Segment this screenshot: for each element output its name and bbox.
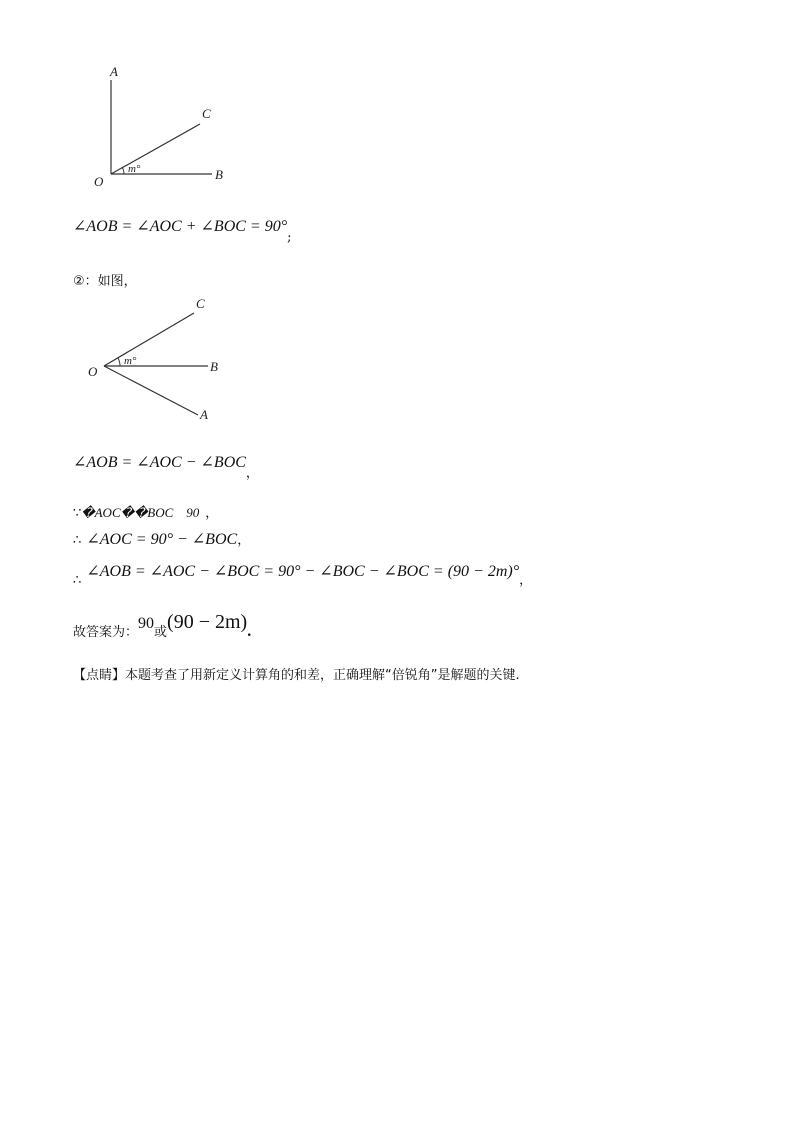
angle-arc xyxy=(118,358,120,366)
ray-OA xyxy=(104,366,198,415)
equation-text: ∠AOB = ∠AOC + ∠BOC = 90° xyxy=(73,218,288,235)
punctuation: ; xyxy=(287,230,292,245)
equation-text: �AOC��BOC 90 xyxy=(81,505,200,520)
label-O: O xyxy=(94,174,104,189)
case-2-heading: ②：如图， xyxy=(73,274,137,289)
ray-OC xyxy=(111,124,200,174)
therefore-symbol: ∴ xyxy=(73,573,82,588)
angle-label: m° xyxy=(128,163,141,175)
equation-line-6 xyxy=(73,561,533,588)
equation-line-1 xyxy=(73,216,292,245)
label-O: O xyxy=(88,364,98,379)
label-C: C xyxy=(202,106,211,121)
equation-text: ∠AOC = 90° − ∠BOC xyxy=(86,531,238,548)
label-C: C xyxy=(196,296,205,311)
label-A: A xyxy=(200,407,208,422)
label-A: A xyxy=(110,64,118,79)
answer-value-1: 90 xyxy=(138,615,155,632)
therefore-symbol: ∴ xyxy=(73,533,82,548)
punctuation: ， xyxy=(205,506,219,521)
comment-note: 【点睛】本题考查了用新定义计算角的和差，正确理解“倍锐角”是解题的关键. xyxy=(73,668,520,683)
figure-2-angle-diagram xyxy=(84,292,244,427)
angle-arc xyxy=(122,167,124,174)
punctuation: ， xyxy=(519,573,533,588)
label-B: B xyxy=(215,167,223,182)
answer-prefix: 故答案为： xyxy=(73,625,139,640)
equation-line-4 xyxy=(73,502,218,521)
ray-OC xyxy=(104,313,194,366)
answer-value-2: (90 − 2m) xyxy=(167,611,248,633)
equation-line-5 xyxy=(73,529,250,549)
because-symbol: ∵ xyxy=(73,506,82,521)
equation-text: ∠AOB = ∠AOC − ∠BOC xyxy=(73,454,246,471)
label-B: B xyxy=(210,359,218,374)
answer-line xyxy=(73,611,252,640)
punctuation: ， xyxy=(245,466,259,481)
angle-label: m° xyxy=(124,355,137,367)
answer-or: 或 xyxy=(154,625,168,640)
figure-1-angle-diagram xyxy=(88,62,248,192)
equation-text: ∠AOB = ∠AOC − ∠BOC = 90° − ∠BOC − ∠BOC = (90 − 2m)° xyxy=(86,563,520,580)
answer-end: . xyxy=(247,623,252,640)
punctuation: ， xyxy=(237,533,251,548)
equation-line-3 xyxy=(73,452,259,481)
